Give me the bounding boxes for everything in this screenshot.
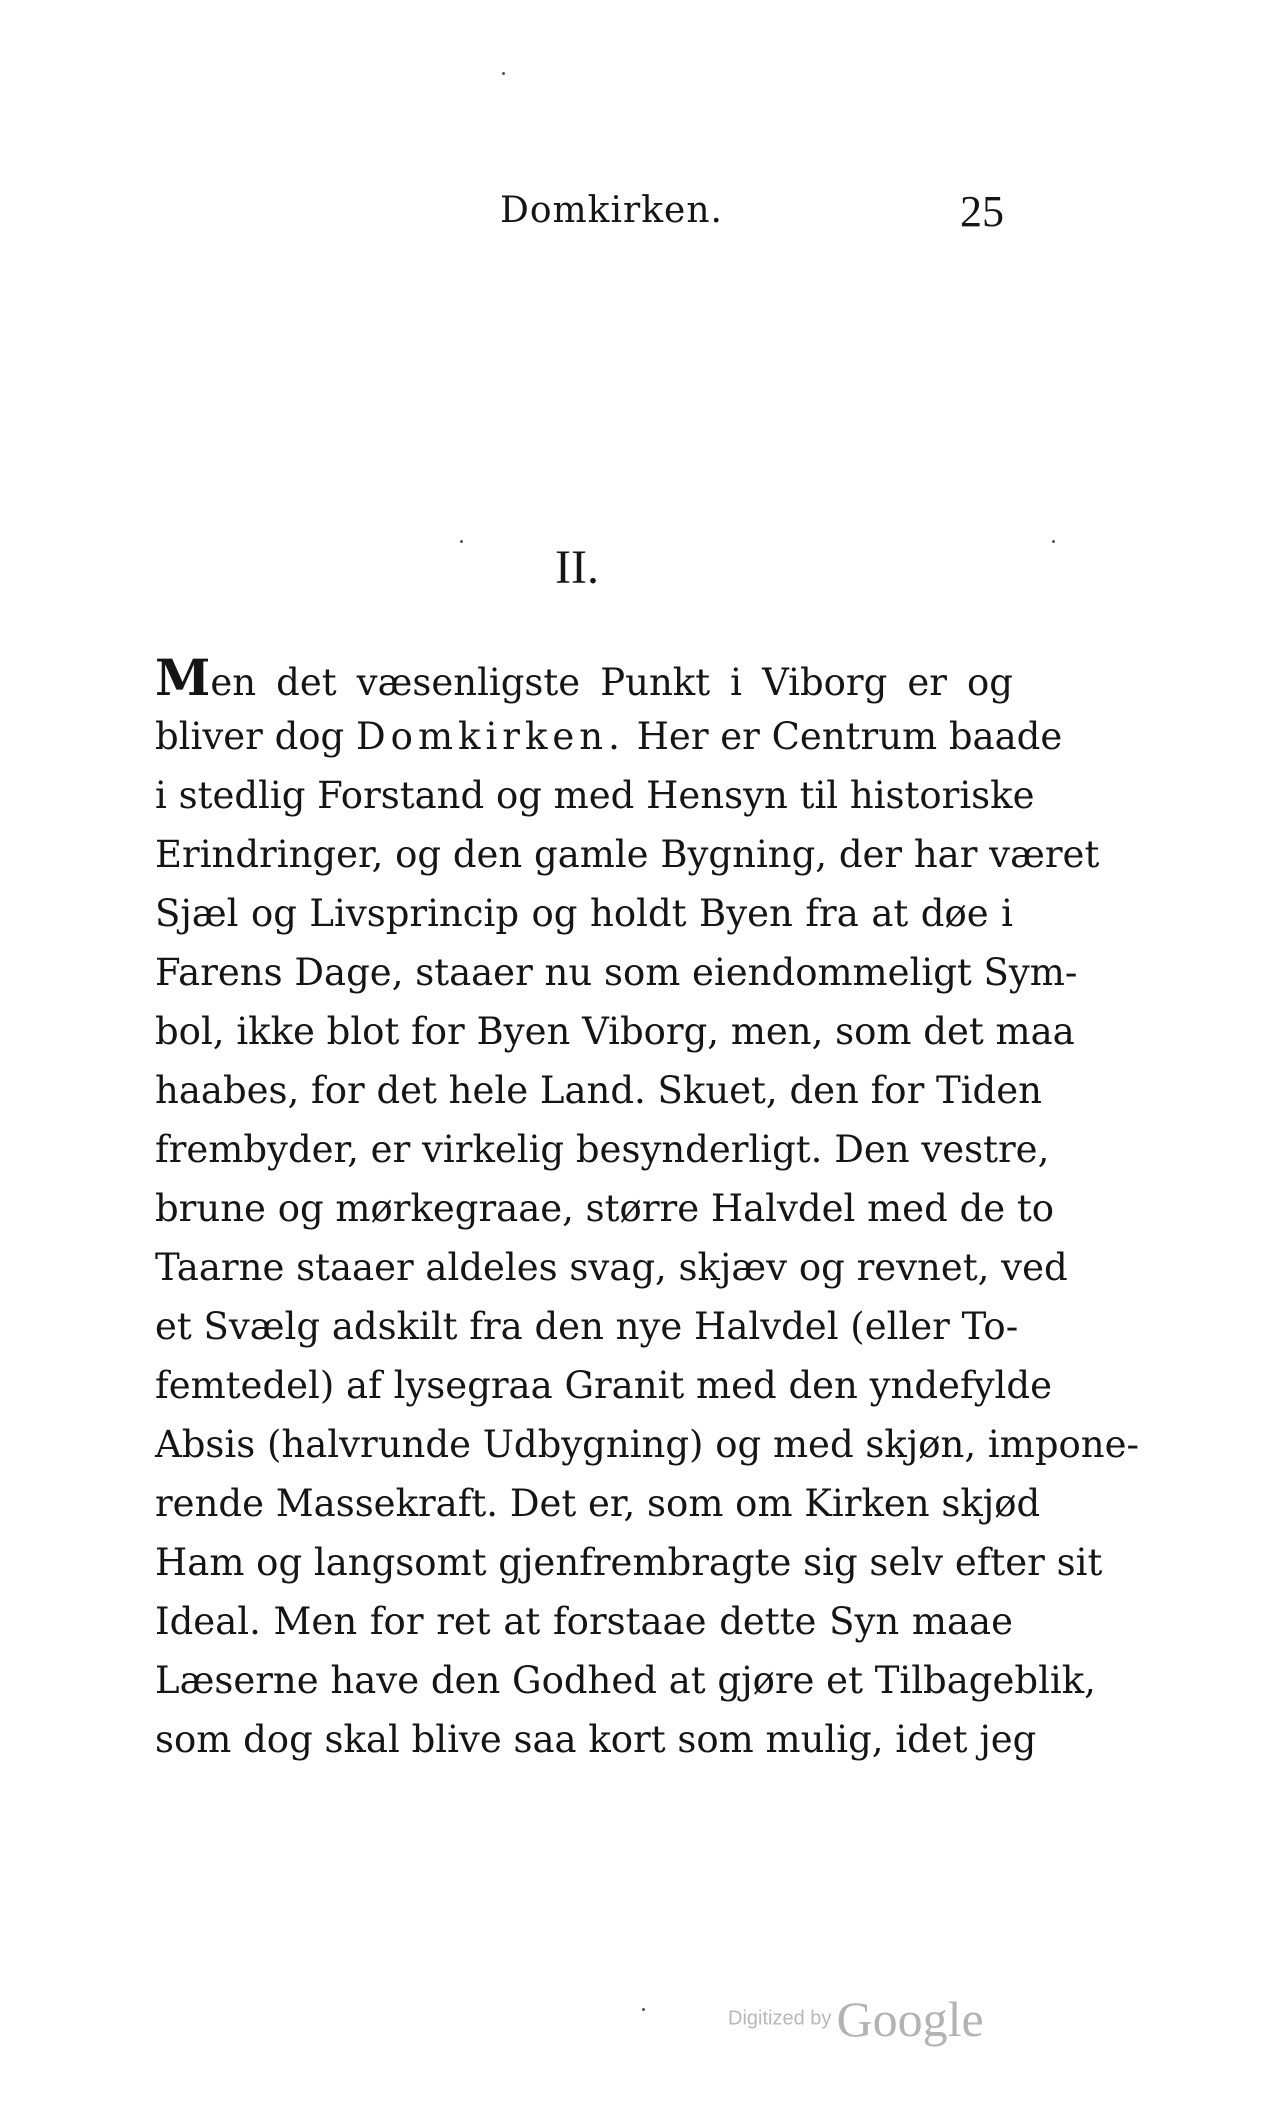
body-text bbox=[155, 648, 1140, 1769]
paper-speck bbox=[1052, 540, 1055, 543]
drop-initial: M bbox=[155, 648, 211, 707]
text-line: frembyder, er virkelig besynderligt. Den vestre, bbox=[155, 1128, 1050, 1171]
watermark-prefix: Digitized by bbox=[728, 2007, 832, 2030]
text-line-before: bliver dog bbox=[155, 715, 357, 758]
text-line bbox=[155, 707, 1063, 766]
text-line-after: Her er Centrum baade bbox=[624, 715, 1063, 758]
text-line: brune og mørkegraae, større Halvdel med de to bbox=[155, 1187, 1055, 1230]
text-line: i stedlig Forstand og med Hensyn til historiske bbox=[155, 774, 1035, 817]
text-line-rest: en det væsenligste Punkt i Viborg er og bbox=[210, 661, 1013, 704]
text-line: Sjæl og Livsprincip og holdt Byen fra at døe i bbox=[155, 892, 1013, 935]
text-line: femtedel) af lysegraa Granit med den yndefylde bbox=[155, 1364, 1052, 1407]
paper-speck bbox=[460, 540, 463, 543]
page-number: 25 bbox=[960, 187, 1004, 236]
text-line: Ham og langsomt gjenfrembragte sig selv efter sit bbox=[155, 1541, 1103, 1584]
text-line: Erindringer, og den gamle Bygning, der har været bbox=[155, 833, 1100, 876]
text-line: bol, ikke blot for Byen Viborg, men, som det maa bbox=[155, 1010, 1075, 1053]
emphasized-word: Domkirken. bbox=[356, 715, 625, 758]
text-line: Læserne have den Godhed at gjøre et Tilbageblik, bbox=[155, 1659, 1096, 1702]
google-logo: Google bbox=[836, 1991, 984, 2047]
text-line: et Svælg adskilt fra den nye Halvdel (eller To- bbox=[155, 1305, 1019, 1348]
text-line bbox=[155, 648, 1013, 707]
text-line: Absis (halvrunde Udbygning) og med skjøn, impone- bbox=[155, 1423, 1140, 1466]
chapter-heading: II. bbox=[555, 541, 599, 594]
paper-speck bbox=[642, 2008, 645, 2011]
text-line: Ideal. Men for ret at forstaae dette Syn maae bbox=[155, 1600, 1013, 1643]
text-line: haabes, for det hele Land. Skuet, den for Tiden bbox=[155, 1069, 1042, 1112]
paper-speck bbox=[502, 72, 505, 75]
text-line: som dog skal blive saa kort som mulig, idet jeg bbox=[155, 1718, 1037, 1761]
text-line: rende Massekraft. Det er, som om Kirken skjød bbox=[155, 1482, 1041, 1525]
running-title: Domkirken. bbox=[500, 190, 723, 231]
digitization-watermark bbox=[728, 1990, 984, 2048]
text-line: Taarne staaer aldeles svag, skjæv og revnet, ved bbox=[155, 1246, 1068, 1289]
text-line: Farens Dage, staaer nu som eiendommeligt Sym- bbox=[155, 951, 1078, 994]
